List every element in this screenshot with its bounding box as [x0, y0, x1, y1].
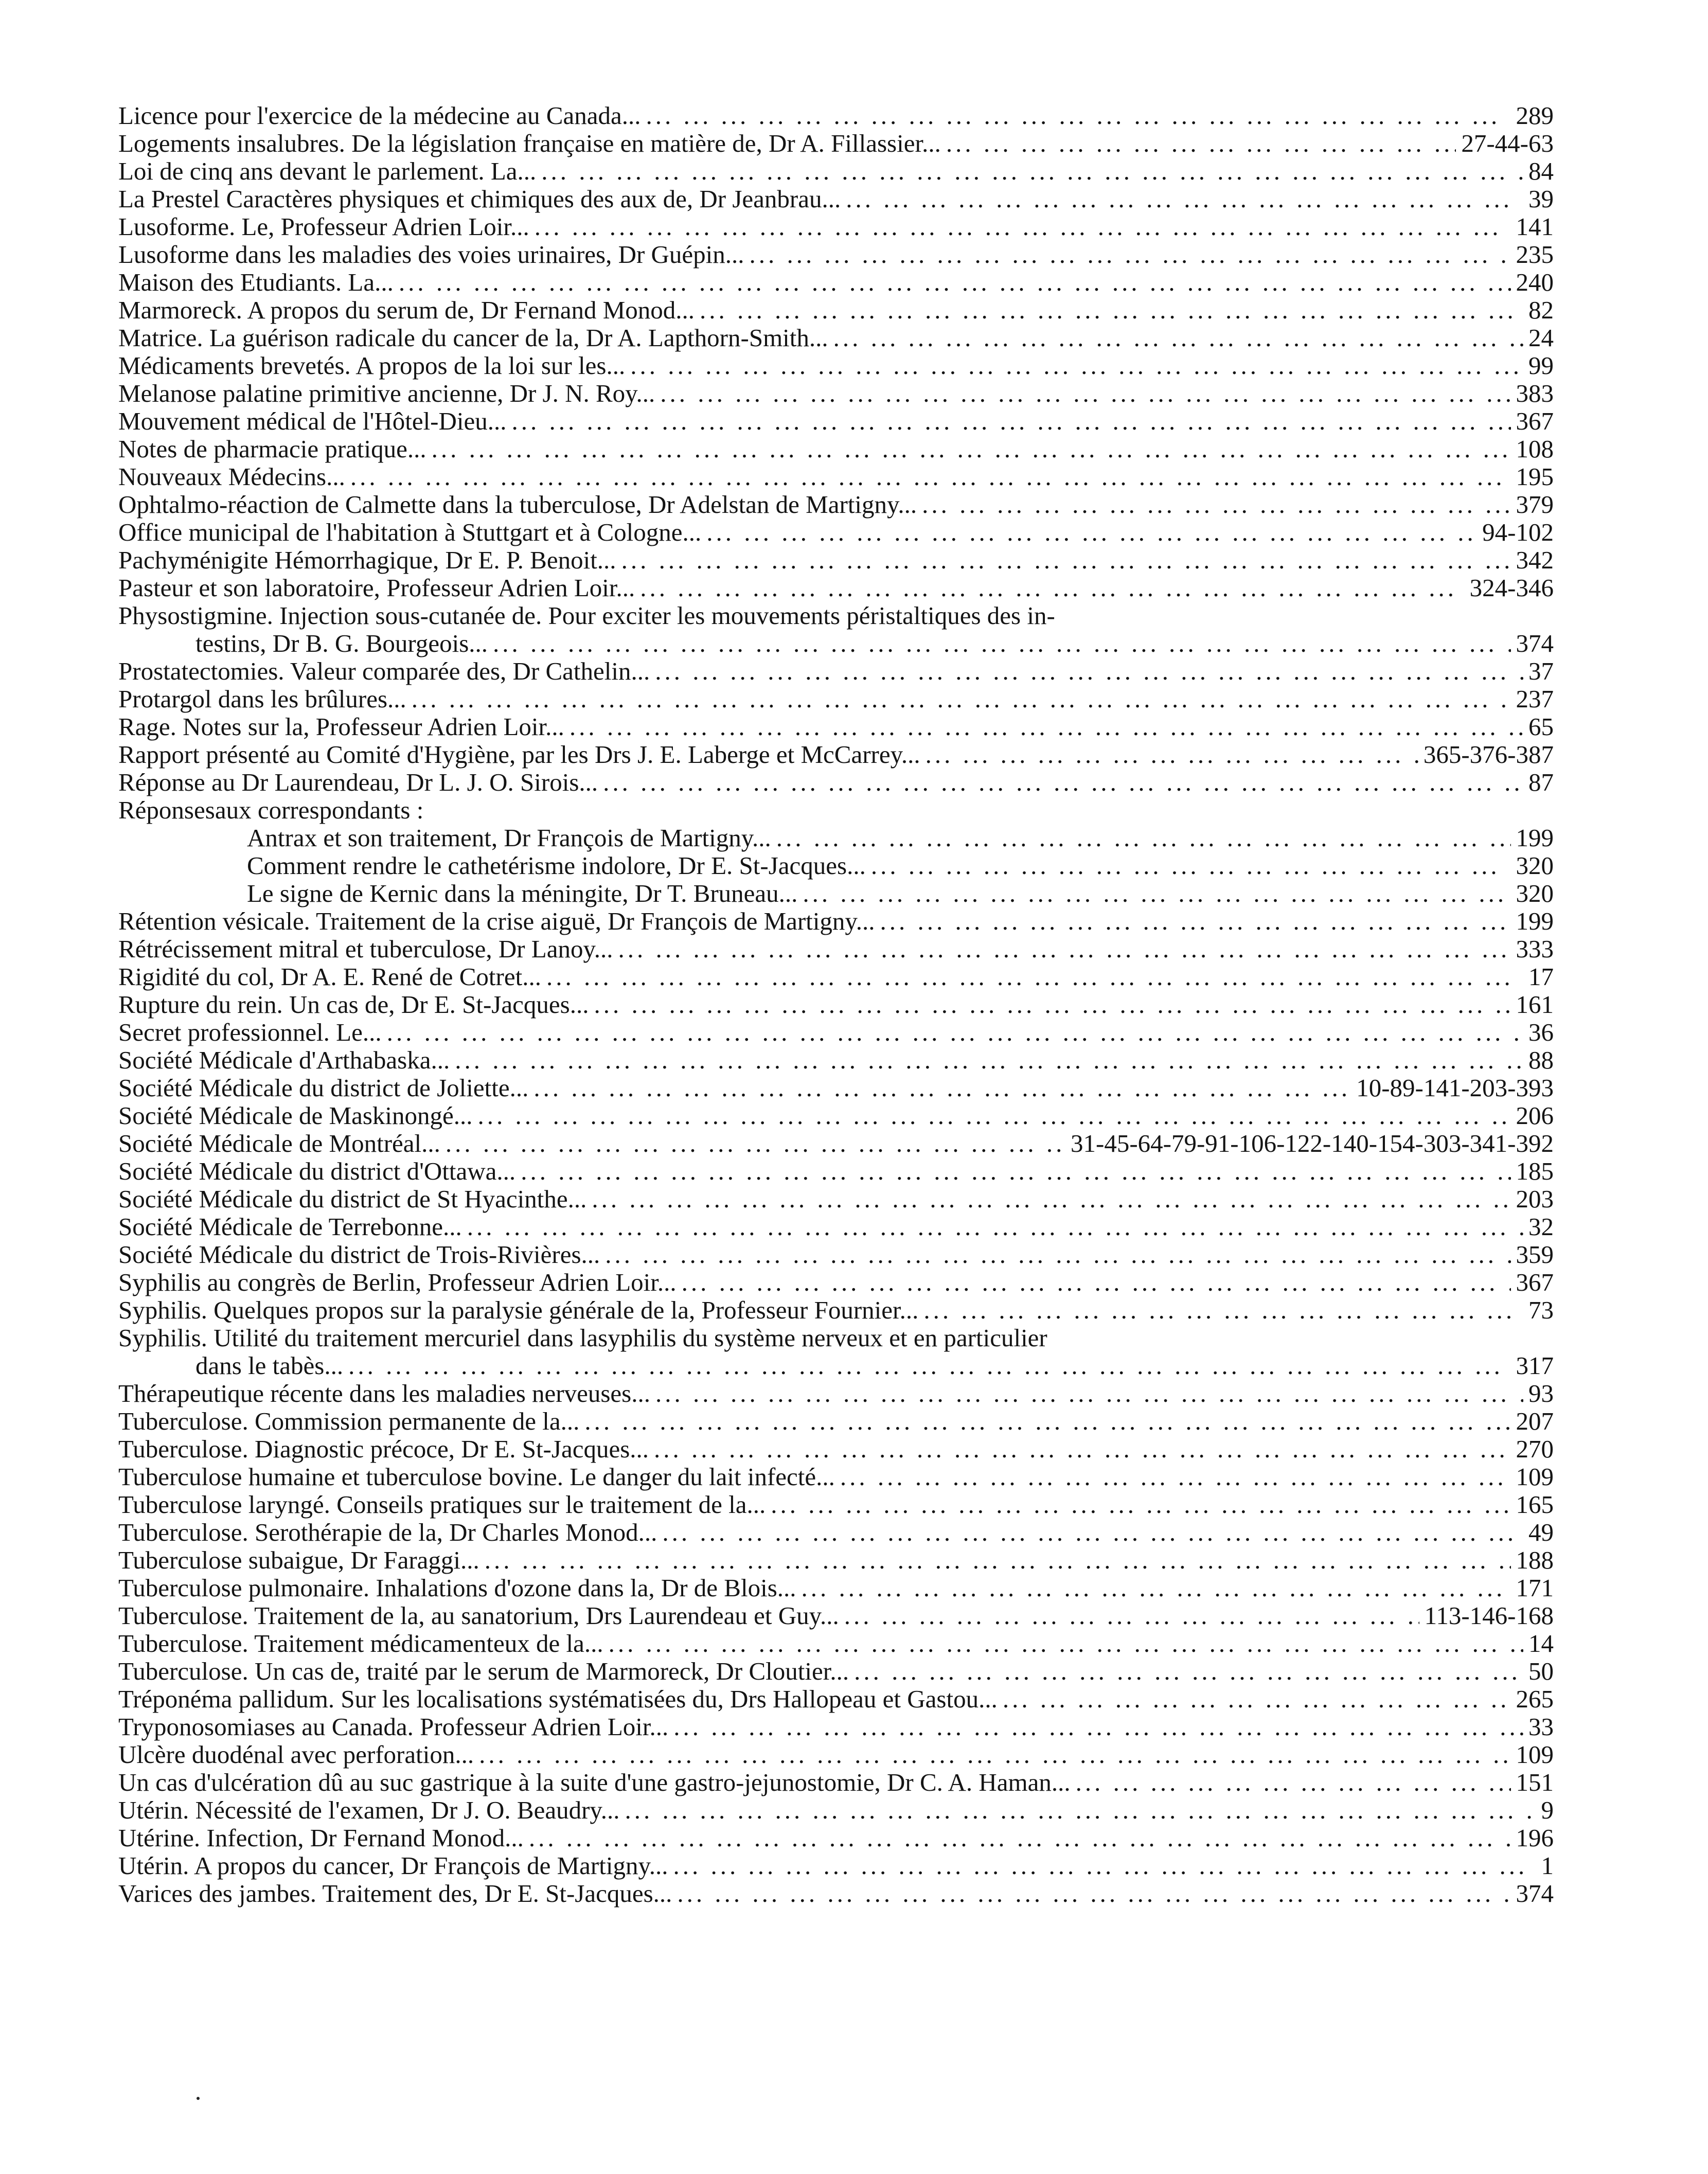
dot-leader: [654, 1435, 1510, 1463]
index-list: [118, 102, 1554, 1908]
entry-title: Logements insalubres. De la législation française en matière de, Dr A. Fillassier...: [118, 129, 941, 157]
entry-title: Varices des jambes. Traitement des, Dr E. St-Jacques...: [118, 1879, 672, 1908]
entry-title: Le signe de Kernic dans la méningite, Dr T. Bruneau...: [247, 879, 798, 907]
index-entry: [118, 380, 1554, 407]
index-entry: [118, 157, 1554, 185]
entry-page: 10-89-141-203-393: [1356, 1074, 1554, 1102]
dot-leader: [682, 1269, 1511, 1296]
entry-page: 359: [1516, 1240, 1554, 1269]
index-entry: [118, 1157, 1554, 1185]
dot-leader: [923, 1296, 1523, 1324]
entry-title: Utérin. Nécessité de l'examen, Dr J. O. Beaudry...: [118, 1796, 620, 1824]
entry-page: 165: [1516, 1490, 1554, 1519]
entry-page: 108: [1516, 435, 1554, 463]
index-entry: [118, 907, 1554, 935]
entry-page: 374: [1516, 1879, 1554, 1908]
entry-title: Comment rendre le cathetérisme indolore, Dr E. St-Jacques...: [247, 851, 866, 880]
dot-leader: [646, 102, 1510, 130]
entry-page: 379: [1516, 490, 1554, 519]
dot-leader: [871, 852, 1511, 880]
dot-leader: [467, 1213, 1523, 1241]
entry-page: 113-146-168: [1424, 1601, 1554, 1630]
entry-page: 93: [1528, 1379, 1554, 1407]
entry-title: Rapport présenté au Comité d'Hygiène, par les Drs J. E. Laberge et McCarrey...: [118, 740, 920, 769]
entry-title: Syphilis. Quelques propos sur la paralysie générale de la, Professeur Fournier...: [118, 1296, 919, 1324]
entry-title: Rage. Notes sur la, Professeur Adrien Loir...: [118, 712, 564, 741]
dot-leader: [594, 991, 1510, 1019]
index-entry: [118, 574, 1554, 602]
index-entry: [118, 102, 1554, 130]
entry-page: 36: [1528, 1018, 1554, 1046]
dot-leader: [592, 1185, 1510, 1213]
index-entry: [118, 352, 1554, 380]
dot-leader: [926, 741, 1418, 769]
entry-title: Rétention vésicale. Traitement de la crise aiguë, Dr François de Martigny...: [118, 907, 875, 935]
entry-page: 65: [1528, 712, 1554, 741]
entry-title: Antrax et son traitement, Dr François de Martigny...: [247, 824, 771, 852]
index-entry: [118, 741, 1554, 769]
entry-title: Tuberculose humaine et tuberculose bovine. Le danger du lait infecté...: [118, 1463, 835, 1491]
index-entry: [118, 491, 1554, 519]
entry-page: 94-102: [1482, 518, 1554, 546]
entry-page: 320: [1516, 851, 1554, 880]
entry-page: 324-346: [1469, 574, 1554, 602]
dot-leader: [771, 1491, 1510, 1519]
entry-title: Syphilis. Utilité du traitement mercuriel dans lasyphilis du système nerveux et en particulier: [118, 1324, 1047, 1352]
entry-title: Réponse au Dr Laurendeau, Dr L. J. O. Sirois...: [118, 768, 598, 796]
entry-title: Tuberculose. Traitement médicamenteux de la...: [118, 1629, 603, 1658]
index-entry: [118, 1269, 1554, 1296]
entry-title: Société Médicale de Maskinongé...: [118, 1101, 473, 1130]
index-entry: [118, 519, 1554, 546]
dot-leader: [844, 1602, 1419, 1630]
index-entry: [118, 1519, 1554, 1546]
dot-leader: [350, 463, 1511, 491]
entry-title: Notes de pharmacie pratique...: [118, 435, 426, 463]
entry-title: Utérin. A propos du cancer, Dr François de Martigny...: [118, 1851, 668, 1880]
index-entry: [118, 1546, 1554, 1574]
entry-title: Société Médicale du district de Trois-Rivières...: [118, 1240, 600, 1269]
index-entry: [118, 1463, 1554, 1491]
entry-page: 84: [1528, 157, 1554, 185]
entry-title: Tryponosomiases au Canada. Professeur Adrien Loir...: [118, 1713, 669, 1741]
dot-leader: [833, 324, 1523, 352]
entry-page: 199: [1516, 907, 1554, 935]
entry-title: Tréponéma pallidum. Sur les localisations systématisées du, Drs Hallopeau et Gastou...: [118, 1685, 998, 1713]
index-entry: [118, 1769, 1554, 1796]
index-entry: [118, 1435, 1554, 1463]
entry-page: 161: [1516, 990, 1554, 1019]
index-entry: [118, 1074, 1554, 1102]
entry-page: 37: [1528, 657, 1554, 685]
entry-page: 151: [1516, 1768, 1554, 1796]
entry-title: Tuberculose subaigue, Dr Faraggi...: [118, 1546, 479, 1574]
dot-leader: [640, 574, 1464, 602]
dot-leader: [399, 269, 1511, 296]
entry-title: Pachyménigite Hémorrhagique, Dr E. P. Benoit...: [118, 546, 616, 574]
dot-leader: [512, 407, 1511, 435]
dot-leader: [603, 769, 1523, 796]
entry-title: Loi de cinq ans devant le parlement. La...: [118, 157, 537, 185]
entry-title: Utérine. Infection, Dr Fernand Monod...: [118, 1824, 524, 1852]
entry-title: Matrice. La guérison radicale du cancer de la, Dr A. Lapthorn-Smith...: [118, 324, 828, 352]
dot-leader: [630, 352, 1523, 380]
dot-leader: [1003, 1685, 1511, 1713]
entry-title: Société Médicale du district d'Ottawa...: [118, 1157, 516, 1185]
dot-leader: [655, 657, 1523, 685]
entry-title: Secret professionnel. Le...: [118, 1018, 382, 1046]
dot-leader: [803, 880, 1510, 907]
entry-page: 265: [1516, 1685, 1554, 1713]
entry-title: Melanose palatine primitive ancienne, Dr J. N. Roy...: [118, 379, 655, 407]
index-entry: [118, 657, 1554, 685]
entry-page: 367: [1516, 407, 1554, 435]
index-entry: [118, 185, 1554, 213]
index-entry: [118, 602, 1554, 630]
entry-title-continuation: testins, Dr B. G. Bourgeois...: [195, 629, 488, 657]
dot-leader: [535, 213, 1511, 241]
index-entry: [118, 1102, 1554, 1130]
entry-page: 99: [1528, 351, 1554, 380]
dot-leader: [618, 935, 1511, 963]
entry-title: Thérapeutique récente dans les maladies nerveuses...: [118, 1379, 651, 1407]
index-entry: [118, 963, 1554, 991]
index-subentry: [118, 852, 1554, 880]
entry-title: Mouvement médical de l'Hôtel-Dieu...: [118, 407, 507, 435]
index-entry: [118, 546, 1554, 574]
dot-leader: [673, 1852, 1536, 1880]
entry-title: Tuberculose pulmonaire. Inhalations d'ozone dans la, Dr de Blois...: [118, 1574, 796, 1602]
entry-page: 270: [1516, 1435, 1554, 1463]
entry-title-continuation: dans le tabès...: [195, 1351, 344, 1380]
entry-page: 235: [1516, 240, 1554, 269]
dot-leader: [802, 1574, 1511, 1602]
index-entry: [118, 991, 1554, 1019]
entry-page: 31-45-64-79-91-106-122-140-154-303-341-392: [1071, 1129, 1554, 1157]
entry-page: 367: [1516, 1268, 1554, 1296]
index-entry-continuation: [118, 1352, 1554, 1380]
index-entry: [118, 1241, 1554, 1269]
entry-page: 206: [1516, 1101, 1554, 1130]
entry-page: 27-44-63: [1461, 129, 1554, 157]
entry-title: Société Médicale de Montréal...: [118, 1129, 440, 1157]
index-entry: [118, 1213, 1554, 1241]
dot-leader: [521, 1157, 1510, 1185]
entry-title: Licence pour l'exercice de la médecine au Canada...: [118, 101, 641, 130]
entry-page: 342: [1516, 546, 1554, 574]
entry-page: 240: [1516, 268, 1554, 296]
entry-title: La Prestel Caractères physiques et chimiques des aux de, Dr Jeanbrau...: [118, 185, 841, 213]
entry-page: 289: [1516, 101, 1554, 130]
dot-leader: [493, 630, 1510, 657]
dot-leader: [673, 1713, 1523, 1741]
entry-title: Tuberculose. Serothérapie de la, Dr Charles Monod...: [118, 1518, 657, 1546]
entry-page: 17: [1528, 963, 1554, 991]
index-subentry: [118, 880, 1554, 907]
index-entry: [118, 1296, 1554, 1324]
dot-leader: [776, 824, 1511, 852]
index-entry: [118, 1685, 1554, 1713]
dot-leader: [840, 1463, 1511, 1491]
index-entry: [118, 1407, 1554, 1435]
entry-title: Société Médicale du district de Joliette...: [118, 1074, 529, 1102]
dot-leader: [584, 1407, 1510, 1435]
entry-page: 199: [1516, 824, 1554, 852]
entry-page: 374: [1516, 629, 1554, 657]
dot-leader: [662, 1519, 1523, 1546]
dot-leader: [479, 1741, 1510, 1769]
entry-page: 333: [1516, 935, 1554, 963]
index-entry: [118, 324, 1554, 352]
dot-leader: [854, 1658, 1523, 1685]
dot-leader: [625, 1796, 1536, 1824]
entry-page: 87: [1528, 768, 1554, 796]
entry-page: 109: [1516, 1463, 1554, 1491]
index-entry: [118, 935, 1554, 963]
dot-leader: [1076, 1769, 1511, 1796]
dot-leader: [922, 491, 1510, 519]
index-entry: [118, 1130, 1554, 1157]
entry-title: Nouveaux Médecins...: [118, 462, 345, 491]
stray-ink-mark: [197, 2097, 200, 2100]
index-entry: [118, 1019, 1554, 1046]
index-entry: [118, 407, 1554, 435]
index-entry: [118, 269, 1554, 296]
entry-title: Tuberculose. Commission permanente de la...: [118, 1407, 580, 1435]
dot-leader: [946, 130, 1456, 157]
dot-leader: [446, 1130, 1065, 1157]
entry-title: Marmoreck. A propos du serum de, Dr Fernand Monod...: [118, 296, 695, 324]
dot-leader: [605, 1241, 1510, 1269]
entry-page: 320: [1516, 879, 1554, 907]
index-entry: [118, 1380, 1554, 1407]
dot-leader: [750, 241, 1511, 269]
index-entry: [118, 1880, 1554, 1908]
entry-page: 317: [1516, 1351, 1554, 1380]
entry-page: 73: [1528, 1296, 1554, 1324]
entry-page: 383: [1516, 379, 1554, 407]
index-entry: [118, 1824, 1554, 1852]
entry-page: 141: [1516, 212, 1554, 241]
dot-leader: [570, 713, 1523, 741]
entry-page: 14: [1528, 1629, 1554, 1658]
index-entry: [118, 1185, 1554, 1213]
entry-page: 171: [1516, 1574, 1554, 1602]
index-entry: [118, 769, 1554, 796]
entry-title: Syphilis au congrès de Berlin, Professeur Adrien Loir...: [118, 1268, 677, 1296]
dot-leader: [529, 1824, 1511, 1852]
index-entry: [118, 1602, 1554, 1630]
entry-title: Prostatectomies. Valeur comparée des, Dr Cathelin...: [118, 657, 650, 685]
index-entry: [118, 213, 1554, 241]
dot-leader: [609, 1630, 1523, 1658]
index-entry: [118, 1630, 1554, 1658]
index-entry: [118, 713, 1554, 741]
entry-title: Maison des Etudiants. La...: [118, 268, 394, 296]
entry-title: Tuberculose. Diagnostic précoce, Dr E. St-Jacques...: [118, 1435, 649, 1463]
entry-page: 39: [1528, 185, 1554, 213]
entry-page: 203: [1516, 1185, 1554, 1213]
entry-title: Médicaments brevetés. A propos de la loi sur les...: [118, 351, 626, 380]
entry-title: Physostigmine. Injection sous-cutanée de. Pour exciter les mouvements péristaltiques des in-: [118, 601, 1055, 630]
dot-leader: [533, 1074, 1351, 1102]
index-entry: [118, 685, 1554, 713]
entry-page: 109: [1516, 1740, 1554, 1769]
entry-page: 24: [1528, 324, 1554, 352]
index-entry: [118, 130, 1554, 157]
index-entry: [118, 1713, 1554, 1741]
entry-page: 196: [1516, 1824, 1554, 1852]
entry-title: Rétrécissement mitral et tuberculose, Dr Lanoy...: [118, 935, 613, 963]
dot-leader: [677, 1880, 1510, 1908]
entry-title: Office municipal de l'habitation à Stuttgart et à Cologne...: [118, 518, 702, 546]
dot-leader: [541, 157, 1523, 185]
dot-leader: [660, 380, 1510, 407]
dot-leader: [655, 1380, 1523, 1407]
index-entry: [118, 1741, 1554, 1769]
dot-leader: [846, 185, 1523, 213]
entry-title: Société Médicale du district de St Hyacinthe...: [118, 1185, 587, 1213]
entry-title: Société Médicale de Terrebonne...: [118, 1213, 462, 1241]
index-subentry: [118, 824, 1554, 852]
index-entry: [118, 463, 1554, 491]
dot-leader: [700, 296, 1523, 324]
entry-title: Un cas d'ulcération dû au suc gastrique à la suite d'une gastro-jejunostomie, Dr C. A. Haman...: [118, 1768, 1071, 1796]
dot-leader: [455, 1046, 1523, 1074]
dot-leader: [412, 685, 1511, 713]
index-entry: [118, 241, 1554, 269]
dot-leader: [348, 1352, 1510, 1380]
entry-page: 365-376-387: [1423, 740, 1554, 769]
entry-page: 32: [1528, 1213, 1554, 1241]
index-entry: [118, 1324, 1554, 1352]
entry-page: 185: [1516, 1157, 1554, 1185]
entry-page: 1: [1541, 1851, 1554, 1880]
index-entry: [118, 1852, 1554, 1880]
entry-page: 82: [1528, 296, 1554, 324]
entry-title: Rigidité du col, Dr A. E. René de Cotret...: [118, 963, 541, 991]
entry-page: 9: [1541, 1796, 1554, 1824]
entry-page: 237: [1516, 685, 1554, 713]
entry-title: Ophtalmo-réaction de Calmette dans la tuberculose, Dr Adelstan de Martigny...: [118, 490, 917, 519]
entry-title: Protargol dans les brûlures...: [118, 685, 406, 713]
entry-page: 49: [1528, 1518, 1554, 1546]
index-entry: [118, 1658, 1554, 1685]
entry-title: Ulcère duodénal avec perforation...: [118, 1740, 474, 1769]
index-entry: [118, 1574, 1554, 1602]
dot-leader: [546, 963, 1523, 991]
entry-title: Tuberculose. Un cas de, traité par le serum de Marmoreck, Dr Cloutier...: [118, 1657, 849, 1685]
dot-leader: [621, 546, 1511, 574]
dot-leader: [432, 435, 1511, 463]
entry-title: Lusoforme dans les maladies des voies urinaires, Dr Guépin...: [118, 240, 744, 269]
entry-title: Tuberculose laryngé. Conseils pratiques sur le traitement de la...: [118, 1490, 766, 1519]
index-entry: [118, 1491, 1554, 1519]
entry-title: Tuberculose. Traitement de la, au sanatorium, Drs Laurendeau et Guy...: [118, 1601, 839, 1630]
dot-leader: [387, 1019, 1523, 1046]
dot-leader: [706, 519, 1477, 546]
dot-leader: [880, 907, 1511, 935]
index-entry: [118, 1046, 1554, 1074]
index-entry: [118, 435, 1554, 463]
entry-page: 207: [1516, 1407, 1554, 1435]
entry-page: 88: [1528, 1046, 1554, 1074]
entry-title: Société Médicale d'Arthabaska...: [118, 1046, 450, 1074]
index-entry: [118, 1796, 1554, 1824]
entry-title: Rupture du rein. Un cas de, Dr E. St-Jacques...: [118, 990, 589, 1019]
entry-page: 33: [1528, 1713, 1554, 1741]
dot-leader: [485, 1546, 1511, 1574]
entry-title: Lusoforme. Le, Professeur Adrien Loir...: [118, 212, 529, 241]
index-entry-continuation: [118, 630, 1554, 657]
entry-page: 50: [1528, 1657, 1554, 1685]
dot-leader: [478, 1102, 1511, 1130]
index-entry: [118, 296, 1554, 324]
entry-page: 188: [1516, 1546, 1554, 1574]
index-heading: Réponsesaux correspondants :: [118, 796, 424, 824]
entry-title: Pasteur et son laboratoire, Professeur Adrien Loir...: [118, 574, 635, 602]
entry-page: 195: [1516, 462, 1554, 491]
